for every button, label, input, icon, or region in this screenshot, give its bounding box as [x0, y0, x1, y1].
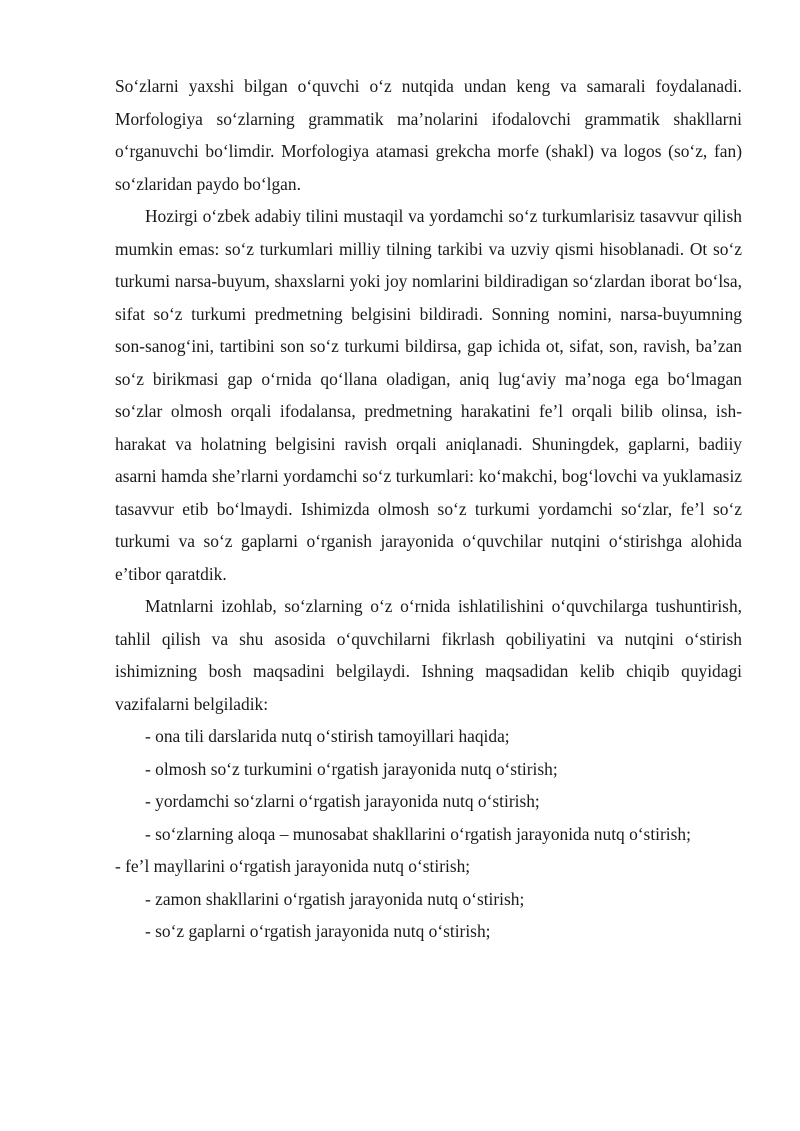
list-item: - olmosh so‘z turkumini o‘rgatish jarayonida nutq o‘stirish;: [145, 758, 558, 779]
paragraph-intro: So‘zlarni yaxshi bilgan o‘quvchi o‘z nutqida undan keng va samarali foydalanadi. Morfologiya so‘zlarning grammatik ma’nolarini ifodalovchi grammatik shakllarni o‘rganuvchi bo‘limdir. Morfologiya atamasi grekcha morfe (shakl) va logos (so‘z, fan) so‘zlaridan paydo bo‘lgan.: [115, 76, 742, 194]
list-item: - zamon shakllarini o‘rgatish jarayonida nutq o‘stirish;: [145, 888, 525, 909]
list-item: - ona tili darslarida nutq o‘stirish tamoyillari haqida;: [145, 726, 510, 746]
list-item: - so‘z gaplarni o‘rgatish jarayonida nutq o‘stirish;: [145, 921, 491, 941]
list-item: - yordamchi so‘zlarni o‘rgatish jarayonida nutq o‘stirish;: [145, 791, 540, 811]
list-item: - fe’l mayllarini o‘rgatish jarayonida nutq o‘stirish;: [115, 856, 471, 876]
paragraph-goals: Matnlarni izohlab, so‘zlarning o‘z o‘rnida ishlatilishini o‘quvchilarga tushuntirish, tahlil qilish va shu asosida o‘quvchilarni fikrlash qobiliyatini va nutqini o‘stirish ishimizning bosh maqsadini belgilaydi. Ishning maqsadidan kelib chiqib quyidagi vazifalarni belgiladik:: [115, 596, 742, 714]
document-page: [115, 70, 742, 948]
paragraph-word-classes: Hozirgi o‘zbek adabiy tilini mustaqil va yordamchi so‘z turkumlarisiz tasavvur qilish mumkin emas: so‘z turkumlari milliy tilning tarkibi va uzviy qismi hisoblanadi. Ot so‘z turkumi narsa-buyum, shaxslarni yoki joy nomlarini bildiradigan so‘zlardan iborat bo‘lsa, sifat so‘z turkumi predmetning belgisini bildiradi. Sonning nomini, narsa-buyumning son-sanog‘ini, tartibini son so‘z turkumi bildirsa, gap ichida ot, sifat, son, ravish, ba’zan so‘z birikmasi gap o‘rnida qo‘llana oladigan, aniq lug‘aviy ma’noga ega bo‘lmagan so‘zlar olmosh orqali ifodalansa, predmetning harakatini fe’l orqali bilib olinsa, ish-harakat va holatning belgisini ravish orqali aniqlanadi. Shuningdek, gaplarni, badiiy asarni hamda she’rlarni yordamchi so‘z turkumlari: ko‘makchi, bog‘lovchi va yuklamasiz tasavvur etib bo‘lmaydi. Ishimizda olmosh so‘z turkumi yordamchi so‘zlar, fe’l so‘z turkumi va so‘z gaplarni o‘rganish jarayonida o‘quvchilar nutqini o‘stirishga alohida e’tibor qaratdik.: [115, 206, 742, 584]
list-item: - so‘zlarning aloqa – munosabat shakllarini o‘rgatish jarayonida nutq o‘stirish;: [145, 823, 691, 844]
task-list: [115, 720, 742, 948]
